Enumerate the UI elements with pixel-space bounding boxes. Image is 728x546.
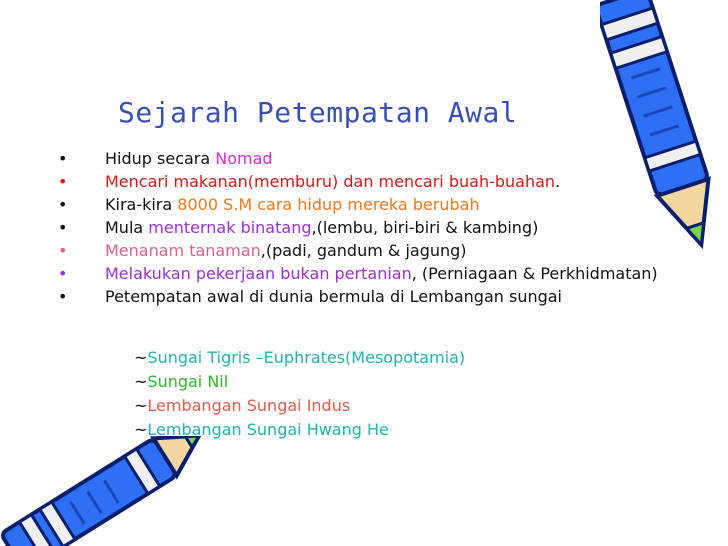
- bullet-text: Mencari makanan(memburu) dan mencari buah-buahan: [105, 172, 556, 191]
- river-item: [134, 421, 465, 439]
- bullet-text: Melakukan pekerjaan bukan pertanian: [105, 264, 412, 283]
- bullet-item: [58, 173, 658, 191]
- bullet-item: [58, 242, 658, 260]
- river-name: Lembangan Sungai Indus: [147, 396, 351, 415]
- bullet-text: , (Perniagaan & Perkhidmatan): [411, 264, 658, 283]
- bullet-marker: •: [58, 218, 68, 237]
- bullet-text: Nomad: [215, 149, 273, 168]
- bullet-marker: •: [58, 264, 68, 283]
- bullet-text: 8000 S.M cara hidup mereka berubah: [177, 195, 480, 214]
- river-name: Sungai Tigris –Euphrates(Mesopotamia): [147, 348, 466, 367]
- bullet-item: [58, 219, 658, 237]
- bullet-text: Petempatan awal di dunia bermula di Lembangan sungai: [105, 287, 562, 306]
- river-name: Sungai Nil: [147, 372, 229, 391]
- bullet-text: Hidup secara: [105, 149, 216, 168]
- tilde-prefix: ~: [134, 372, 148, 391]
- tilde-prefix: ~: [134, 420, 148, 439]
- river-list: [134, 349, 465, 445]
- bullet-marker: •: [58, 149, 68, 168]
- river-name: Lembangan Sungai Hwang He: [147, 420, 389, 439]
- slide-title: Sejarah Petempatan Awal: [118, 96, 518, 129]
- bullet-text: Menanam tanaman: [105, 241, 261, 260]
- crayon-bottom-left-icon: [0, 436, 210, 546]
- bullet-text: .: [555, 172, 561, 191]
- tilde-prefix: ~: [134, 396, 148, 415]
- bullet-text: menternak binatang: [148, 218, 312, 237]
- bullet-list: [58, 150, 658, 311]
- bullet-item: [58, 196, 658, 214]
- tilde-prefix: ~: [134, 348, 148, 367]
- river-item: [134, 397, 465, 415]
- bullet-item: [58, 265, 658, 283]
- bullet-item: [58, 150, 658, 168]
- bullet-text: Kira-kira: [105, 195, 178, 214]
- bullet-text: ,(padi, gandum & jagung): [260, 241, 467, 260]
- river-item: [134, 373, 465, 391]
- river-item: [134, 349, 465, 367]
- bullet-text: ,(lembu, biri-biri & kambing): [311, 218, 539, 237]
- bullet-marker: •: [58, 241, 68, 260]
- bullet-marker: •: [58, 287, 68, 306]
- bullet-text: Mula: [105, 218, 149, 237]
- bullet-item: [58, 288, 658, 306]
- bullet-marker: •: [58, 172, 68, 191]
- bullet-marker: •: [58, 195, 68, 214]
